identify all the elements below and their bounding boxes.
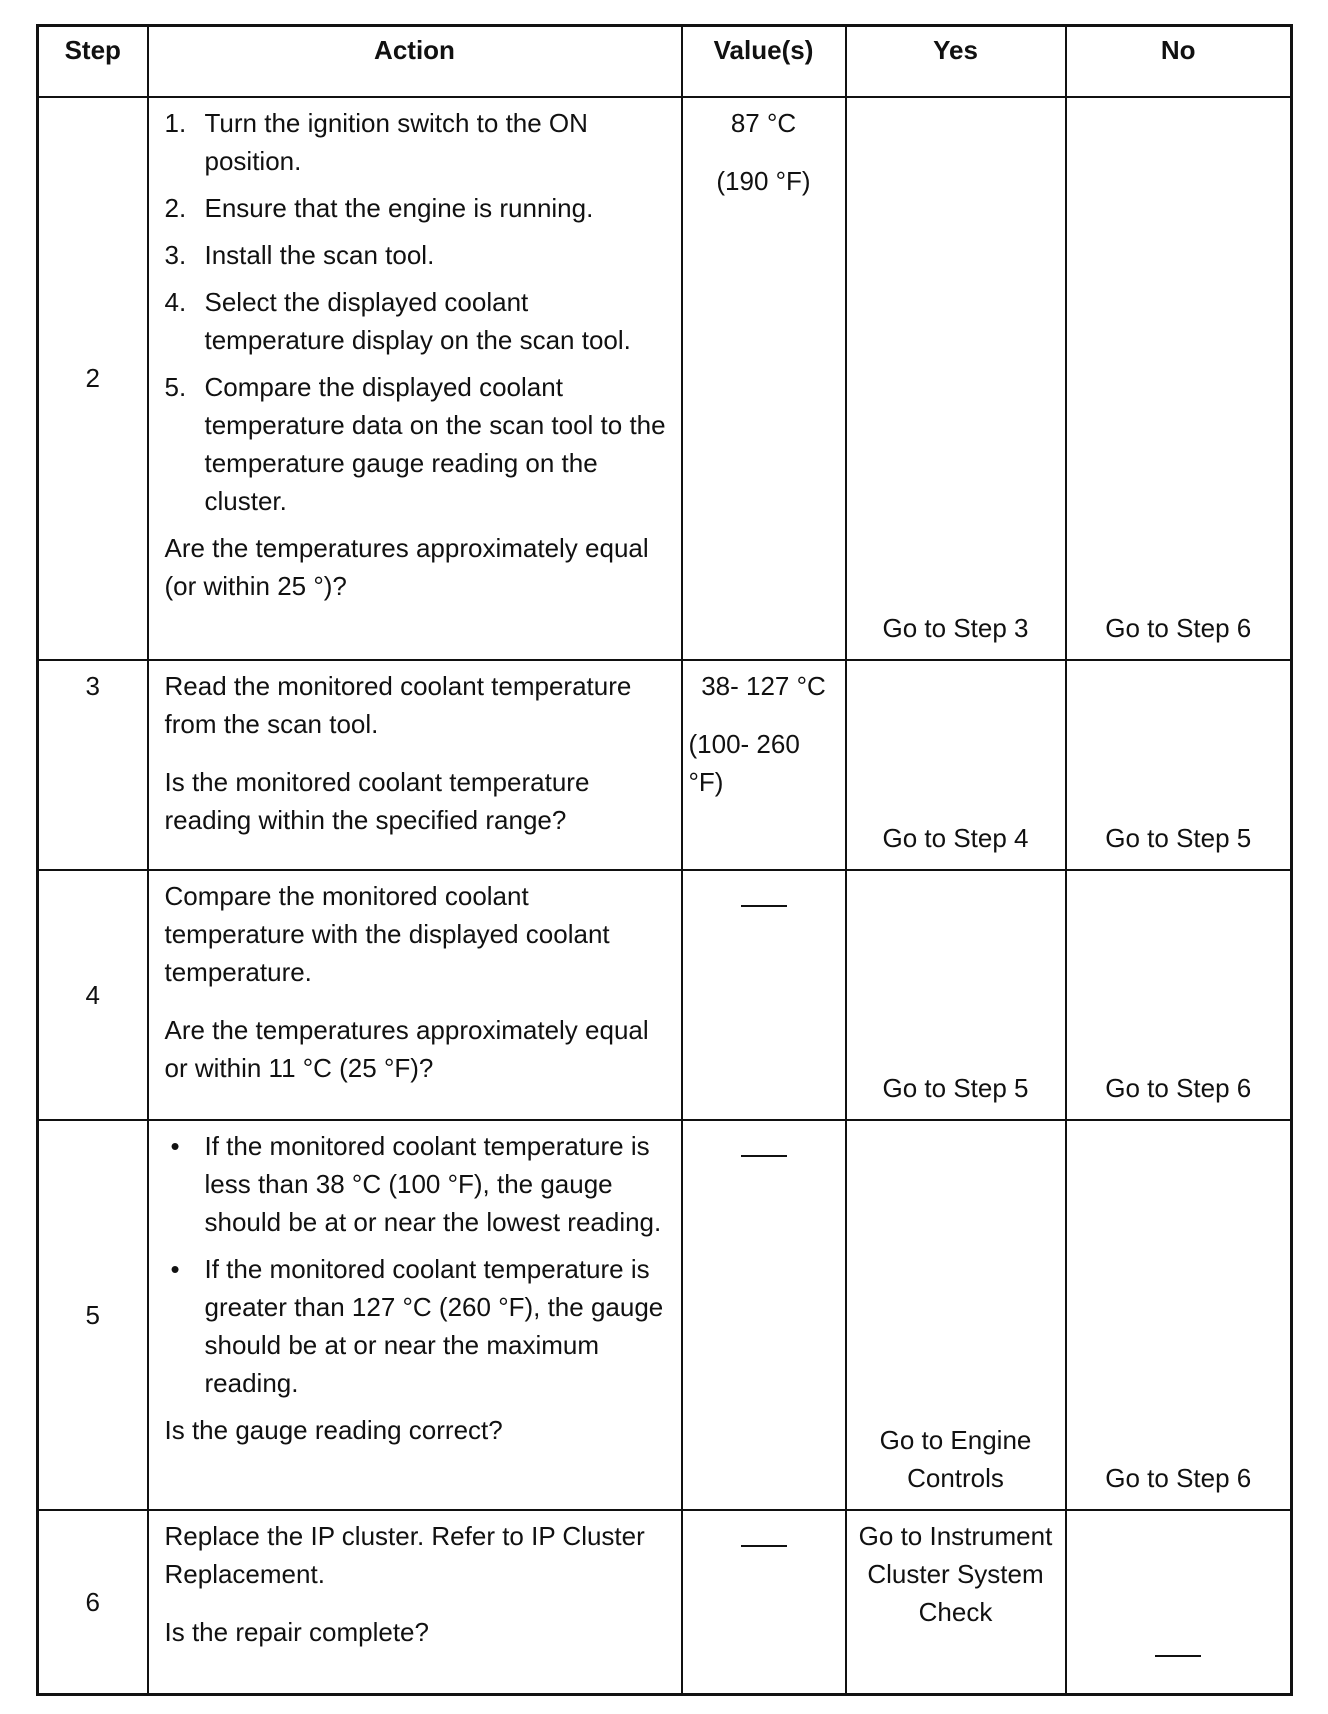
action-bullet-list <box>165 1127 667 1402</box>
action-text: Compare the monitored coolant temperature with the displayed coolant temperature. <box>164 881 610 988</box>
no-result: Go to Step 6 <box>1066 870 1292 1119</box>
action-step <box>165 236 667 274</box>
no-result: Go to Step 6 <box>1066 1120 1292 1510</box>
step-text: Compare the displayed coolant temperature data on the scan tool to the temperature gauge reading on the cluster. <box>204 372 666 517</box>
action-bullet <box>165 1127 667 1241</box>
action-step <box>165 104 667 180</box>
yes-result: Go to Step 5 <box>846 870 1066 1119</box>
diagnostic-table <box>36 24 1293 1696</box>
action-step <box>165 368 667 520</box>
question-text: Is the monitored coolant temperature reading within the specified range? <box>164 766 590 835</box>
value-celsius: 87 °C <box>730 108 797 139</box>
action-text: Replace the IP cluster. Refer to IP Cluster Replacement. <box>164 1521 645 1590</box>
step-index: 1. <box>164 108 187 139</box>
table-row-step-5 <box>38 1120 1292 1510</box>
action-cell <box>148 870 682 1119</box>
step-number: 5 <box>38 1120 148 1510</box>
no-result: Go to Step 6 <box>1066 97 1292 660</box>
yes-result: Go to Instrument Cluster System Check <box>846 1510 1066 1694</box>
header-values: Value(s) <box>682 26 846 98</box>
step-index: 2. <box>164 193 187 224</box>
empty-value-dash <box>1155 1655 1201 1657</box>
question-text: Is the gauge reading correct? <box>164 1414 503 1445</box>
header-no: No <box>1066 26 1292 98</box>
yes-result: Go to Engine Controls <box>846 1120 1066 1510</box>
action-cell <box>148 1510 682 1694</box>
question-text: Are the temperatures approximately equal or within 11 °C (25 °F)? <box>164 1015 649 1084</box>
table-row-step-6 <box>38 1510 1292 1694</box>
value-fahrenheit: (100- 260 °F) <box>688 728 800 797</box>
header-yes: Yes <box>846 26 1066 98</box>
bullet-symbol: • <box>170 1130 180 1161</box>
step-index: 3. <box>164 240 187 271</box>
step-number: 2 <box>38 97 148 660</box>
table-row-step-4 <box>38 870 1292 1119</box>
question-text: Are the temperatures approximately equal (or within 25 °)? <box>164 533 649 602</box>
step-number: 6 <box>38 1510 148 1694</box>
action-steps-list <box>165 104 667 520</box>
action-cell <box>148 1120 682 1510</box>
no-result <box>1066 1510 1292 1694</box>
value-cell <box>682 97 846 660</box>
yes-result: Go to Step 4 <box>846 660 1066 870</box>
value-celsius: 38- 127 °C <box>701 670 826 701</box>
step-text: Install the scan tool. <box>204 240 435 271</box>
bullet-symbol: • <box>170 1253 180 1284</box>
action-cell <box>148 97 682 660</box>
action-bullet <box>165 1250 667 1402</box>
value-cell <box>682 660 846 870</box>
empty-value-dash <box>741 1155 787 1157</box>
yes-result: Go to Step 3 <box>846 97 1066 660</box>
step-index: 4. <box>164 287 187 318</box>
step-text: Turn the ignition switch to the ON position. <box>204 108 588 177</box>
value-cell <box>682 1120 846 1510</box>
step-text: Ensure that the engine is running. <box>204 193 594 224</box>
bullet-text: If the monitored coolant temperature is greater than 127 °C (260 °F), the gauge should be at or near the maximum reading. <box>204 1253 664 1398</box>
empty-value-dash <box>741 905 787 907</box>
action-step <box>165 189 667 227</box>
value-cell <box>682 1510 846 1694</box>
value-cell <box>682 870 846 1119</box>
step-number: 3 <box>38 660 148 870</box>
table-row-step-2 <box>38 97 1292 660</box>
step-index: 5. <box>164 372 187 403</box>
header-step: Step <box>38 26 148 98</box>
action-cell <box>148 660 682 870</box>
no-result: Go to Step 5 <box>1066 660 1292 870</box>
step-number: 4 <box>38 870 148 1119</box>
value-fahrenheit: (190 °F) <box>716 166 811 197</box>
step-text: Select the displayed coolant temperature display on the scan tool. <box>204 287 631 356</box>
bullet-text: If the monitored coolant temperature is less than 38 °C (100 °F), the gauge should be at or near the lowest reading. <box>204 1130 662 1237</box>
question-text: Is the repair complete? <box>164 1617 429 1648</box>
header-action: Action <box>148 26 682 98</box>
action-step <box>165 283 667 359</box>
table-row-step-3 <box>38 660 1292 870</box>
action-text: Read the monitored coolant temperature from the scan tool. <box>164 670 632 739</box>
header-row <box>38 26 1292 98</box>
empty-value-dash <box>741 1545 787 1547</box>
